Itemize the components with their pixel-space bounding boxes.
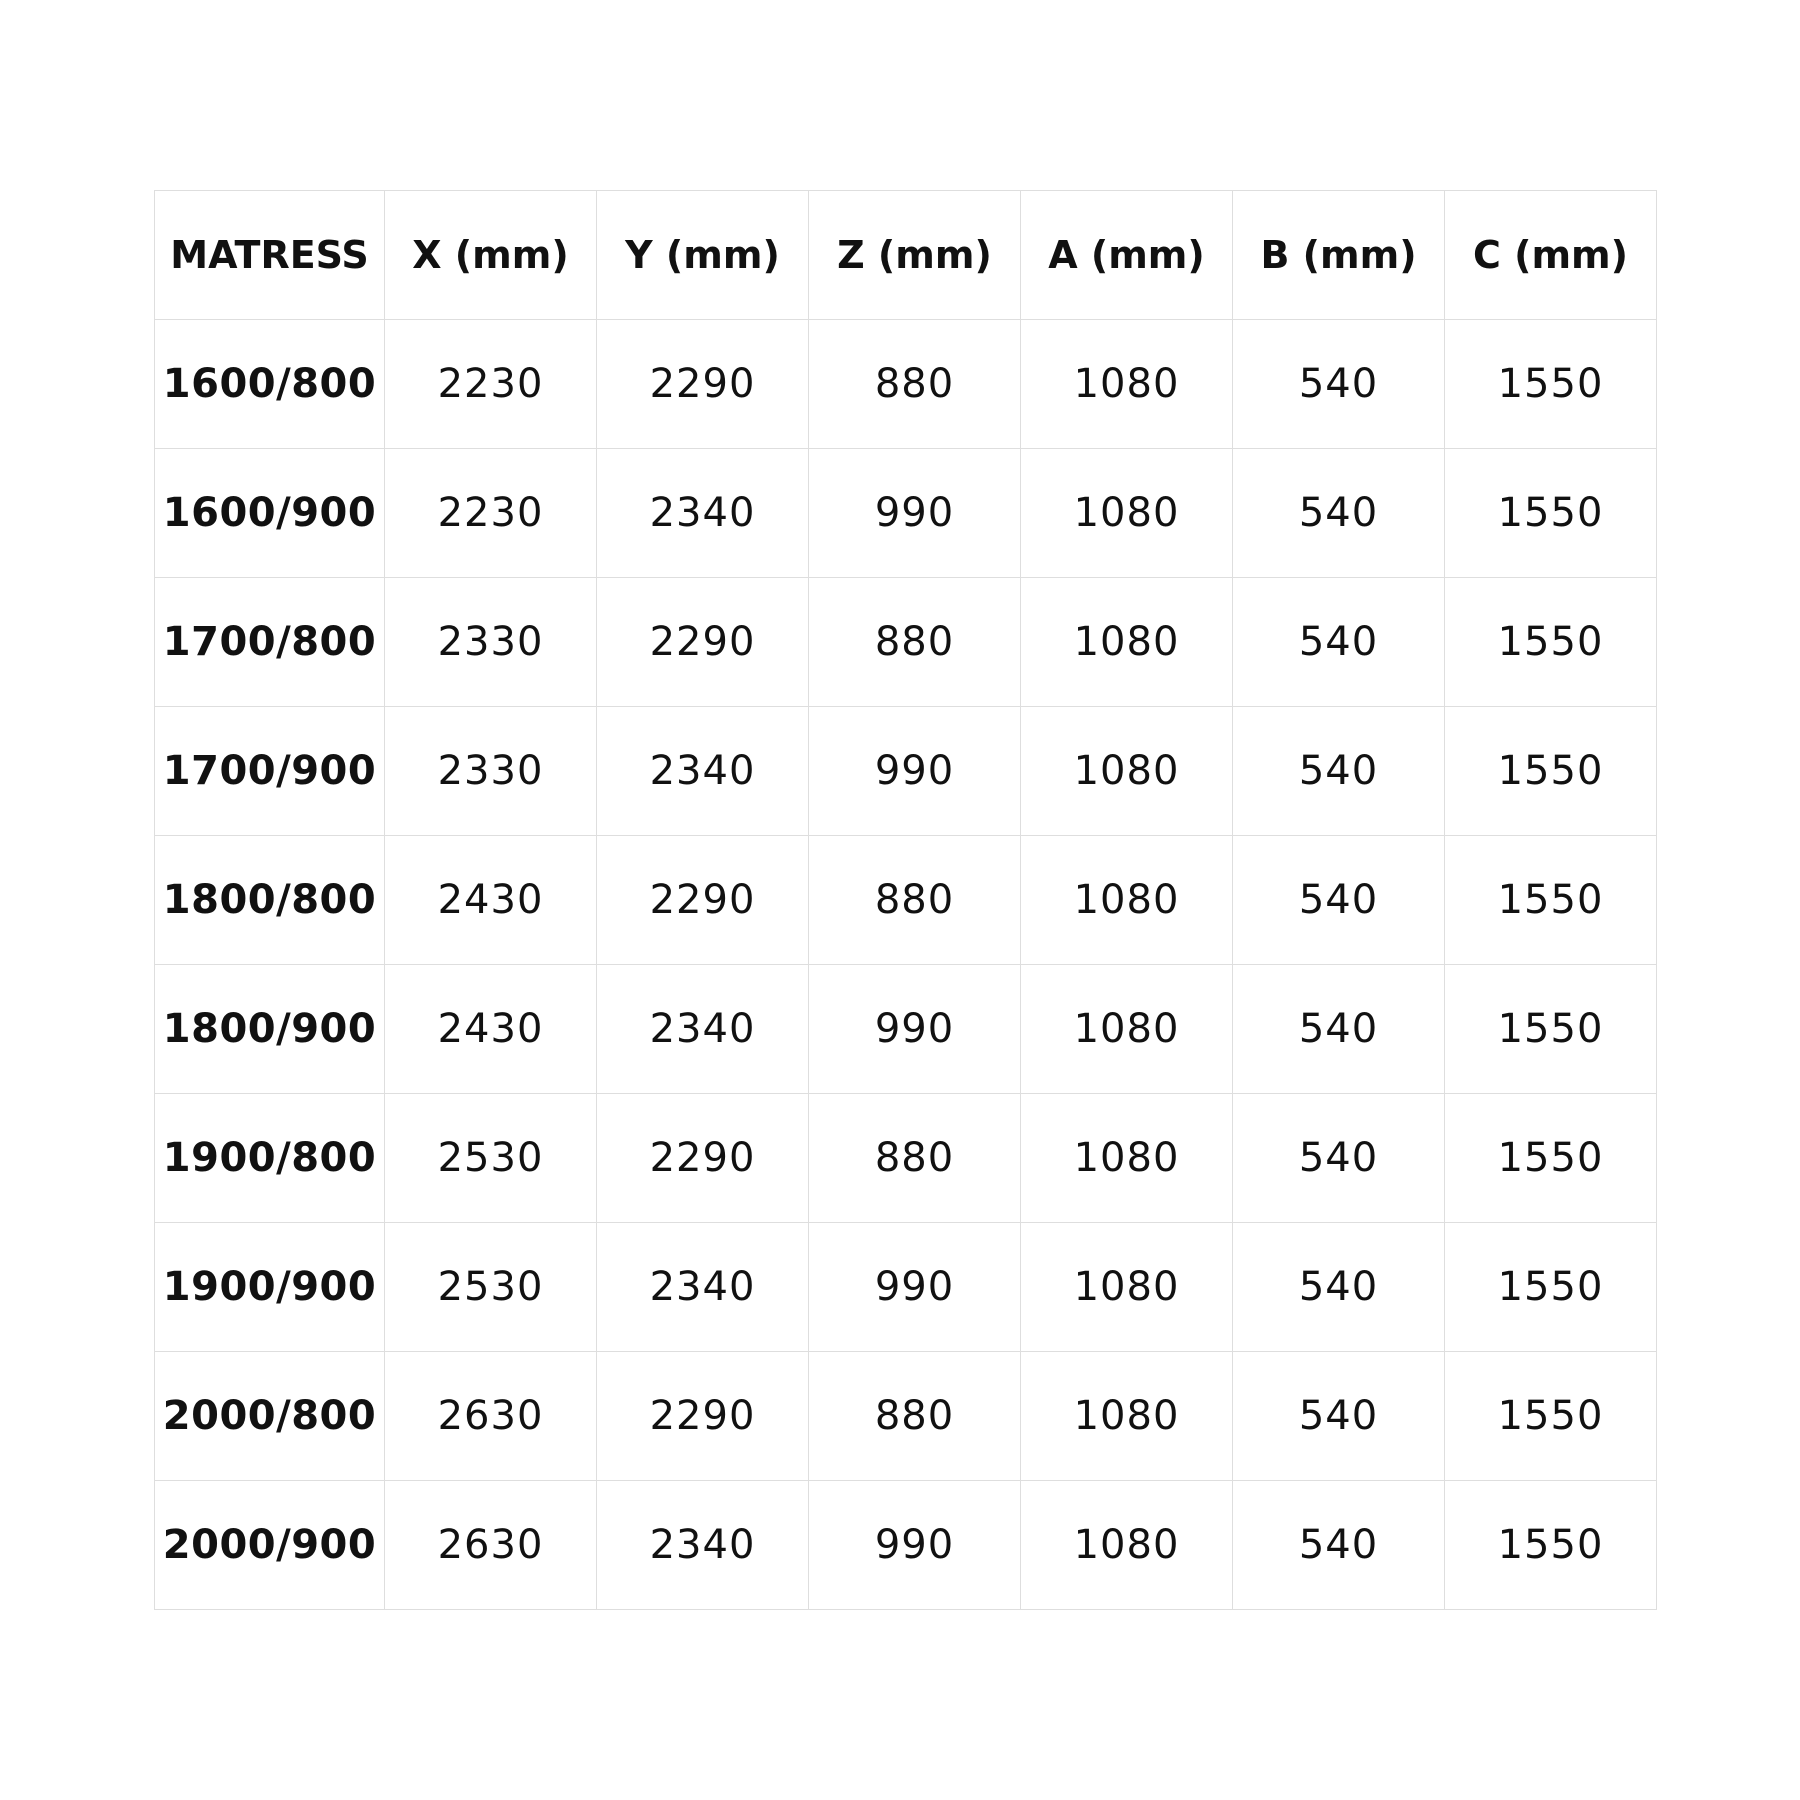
c-value-cell: 1550 bbox=[1445, 965, 1657, 1094]
y-value-cell: 2290 bbox=[597, 1352, 809, 1481]
matress-size-cell: 1800/800 bbox=[155, 836, 385, 965]
a-value-cell: 1080 bbox=[1021, 449, 1233, 578]
table-row bbox=[155, 836, 1657, 965]
table-header bbox=[155, 191, 1657, 320]
z-value-cell: 880 bbox=[809, 578, 1021, 707]
c-value-cell: 1550 bbox=[1445, 578, 1657, 707]
x-value-cell: 2630 bbox=[385, 1481, 597, 1610]
table-row bbox=[155, 1223, 1657, 1352]
b-value-cell: 540 bbox=[1233, 1094, 1445, 1223]
c-value-cell: 1550 bbox=[1445, 449, 1657, 578]
matress-size-cell: 1600/900 bbox=[155, 449, 385, 578]
z-value-cell: 990 bbox=[809, 1223, 1021, 1352]
b-value-cell: 540 bbox=[1233, 320, 1445, 449]
c-value-cell: 1550 bbox=[1445, 1223, 1657, 1352]
b-value-cell: 540 bbox=[1233, 449, 1445, 578]
y-value-cell: 2340 bbox=[597, 449, 809, 578]
z-value-cell: 990 bbox=[809, 449, 1021, 578]
table-body bbox=[155, 320, 1657, 1610]
x-value-cell: 2530 bbox=[385, 1223, 597, 1352]
table-row bbox=[155, 965, 1657, 1094]
y-value-cell: 2340 bbox=[597, 707, 809, 836]
x-value-cell: 2330 bbox=[385, 707, 597, 836]
column-header-b: B (mm) bbox=[1233, 191, 1445, 320]
a-value-cell: 1080 bbox=[1021, 1352, 1233, 1481]
table-row bbox=[155, 578, 1657, 707]
z-value-cell: 990 bbox=[809, 1481, 1021, 1610]
column-header-c: C (mm) bbox=[1445, 191, 1657, 320]
a-value-cell: 1080 bbox=[1021, 1223, 1233, 1352]
b-value-cell: 540 bbox=[1233, 1481, 1445, 1610]
column-header-matress: MATRESS bbox=[155, 191, 385, 320]
table-row bbox=[155, 1481, 1657, 1610]
x-value-cell: 2230 bbox=[385, 320, 597, 449]
z-value-cell: 990 bbox=[809, 965, 1021, 1094]
b-value-cell: 540 bbox=[1233, 707, 1445, 836]
b-value-cell: 540 bbox=[1233, 578, 1445, 707]
a-value-cell: 1080 bbox=[1021, 1094, 1233, 1223]
matress-size-cell: 1700/800 bbox=[155, 578, 385, 707]
matress-size-cell: 2000/900 bbox=[155, 1481, 385, 1610]
matress-size-cell: 1800/900 bbox=[155, 965, 385, 1094]
header-row bbox=[155, 191, 1657, 320]
x-value-cell: 2630 bbox=[385, 1352, 597, 1481]
dimensions-table bbox=[154, 190, 1657, 1610]
y-value-cell: 2340 bbox=[597, 1223, 809, 1352]
table-row bbox=[155, 449, 1657, 578]
z-value-cell: 880 bbox=[809, 1094, 1021, 1223]
b-value-cell: 540 bbox=[1233, 965, 1445, 1094]
column-header-z: Z (mm) bbox=[809, 191, 1021, 320]
matress-size-cell: 1600/800 bbox=[155, 320, 385, 449]
column-header-a: A (mm) bbox=[1021, 191, 1233, 320]
matress-size-cell: 1900/900 bbox=[155, 1223, 385, 1352]
c-value-cell: 1550 bbox=[1445, 1481, 1657, 1610]
a-value-cell: 1080 bbox=[1021, 320, 1233, 449]
y-value-cell: 2290 bbox=[597, 1094, 809, 1223]
a-value-cell: 1080 bbox=[1021, 1481, 1233, 1610]
a-value-cell: 1080 bbox=[1021, 707, 1233, 836]
x-value-cell: 2230 bbox=[385, 449, 597, 578]
c-value-cell: 1550 bbox=[1445, 1352, 1657, 1481]
x-value-cell: 2330 bbox=[385, 578, 597, 707]
table-row bbox=[155, 320, 1657, 449]
b-value-cell: 540 bbox=[1233, 1223, 1445, 1352]
y-value-cell: 2290 bbox=[597, 578, 809, 707]
z-value-cell: 880 bbox=[809, 320, 1021, 449]
table-row bbox=[155, 1352, 1657, 1481]
z-value-cell: 990 bbox=[809, 707, 1021, 836]
x-value-cell: 2430 bbox=[385, 836, 597, 965]
table-row bbox=[155, 707, 1657, 836]
x-value-cell: 2530 bbox=[385, 1094, 597, 1223]
matress-size-cell: 2000/800 bbox=[155, 1352, 385, 1481]
b-value-cell: 540 bbox=[1233, 836, 1445, 965]
y-value-cell: 2290 bbox=[597, 836, 809, 965]
z-value-cell: 880 bbox=[809, 1352, 1021, 1481]
a-value-cell: 1080 bbox=[1021, 836, 1233, 965]
a-value-cell: 1080 bbox=[1021, 965, 1233, 1094]
x-value-cell: 2430 bbox=[385, 965, 597, 1094]
matress-size-cell: 1700/900 bbox=[155, 707, 385, 836]
z-value-cell: 880 bbox=[809, 836, 1021, 965]
column-header-y: Y (mm) bbox=[597, 191, 809, 320]
c-value-cell: 1550 bbox=[1445, 320, 1657, 449]
c-value-cell: 1550 bbox=[1445, 707, 1657, 836]
y-value-cell: 2340 bbox=[597, 1481, 809, 1610]
y-value-cell: 2290 bbox=[597, 320, 809, 449]
y-value-cell: 2340 bbox=[597, 965, 809, 1094]
column-header-x: X (mm) bbox=[385, 191, 597, 320]
b-value-cell: 540 bbox=[1233, 1352, 1445, 1481]
c-value-cell: 1550 bbox=[1445, 1094, 1657, 1223]
matress-size-cell: 1900/800 bbox=[155, 1094, 385, 1223]
table-row bbox=[155, 1094, 1657, 1223]
a-value-cell: 1080 bbox=[1021, 578, 1233, 707]
c-value-cell: 1550 bbox=[1445, 836, 1657, 965]
